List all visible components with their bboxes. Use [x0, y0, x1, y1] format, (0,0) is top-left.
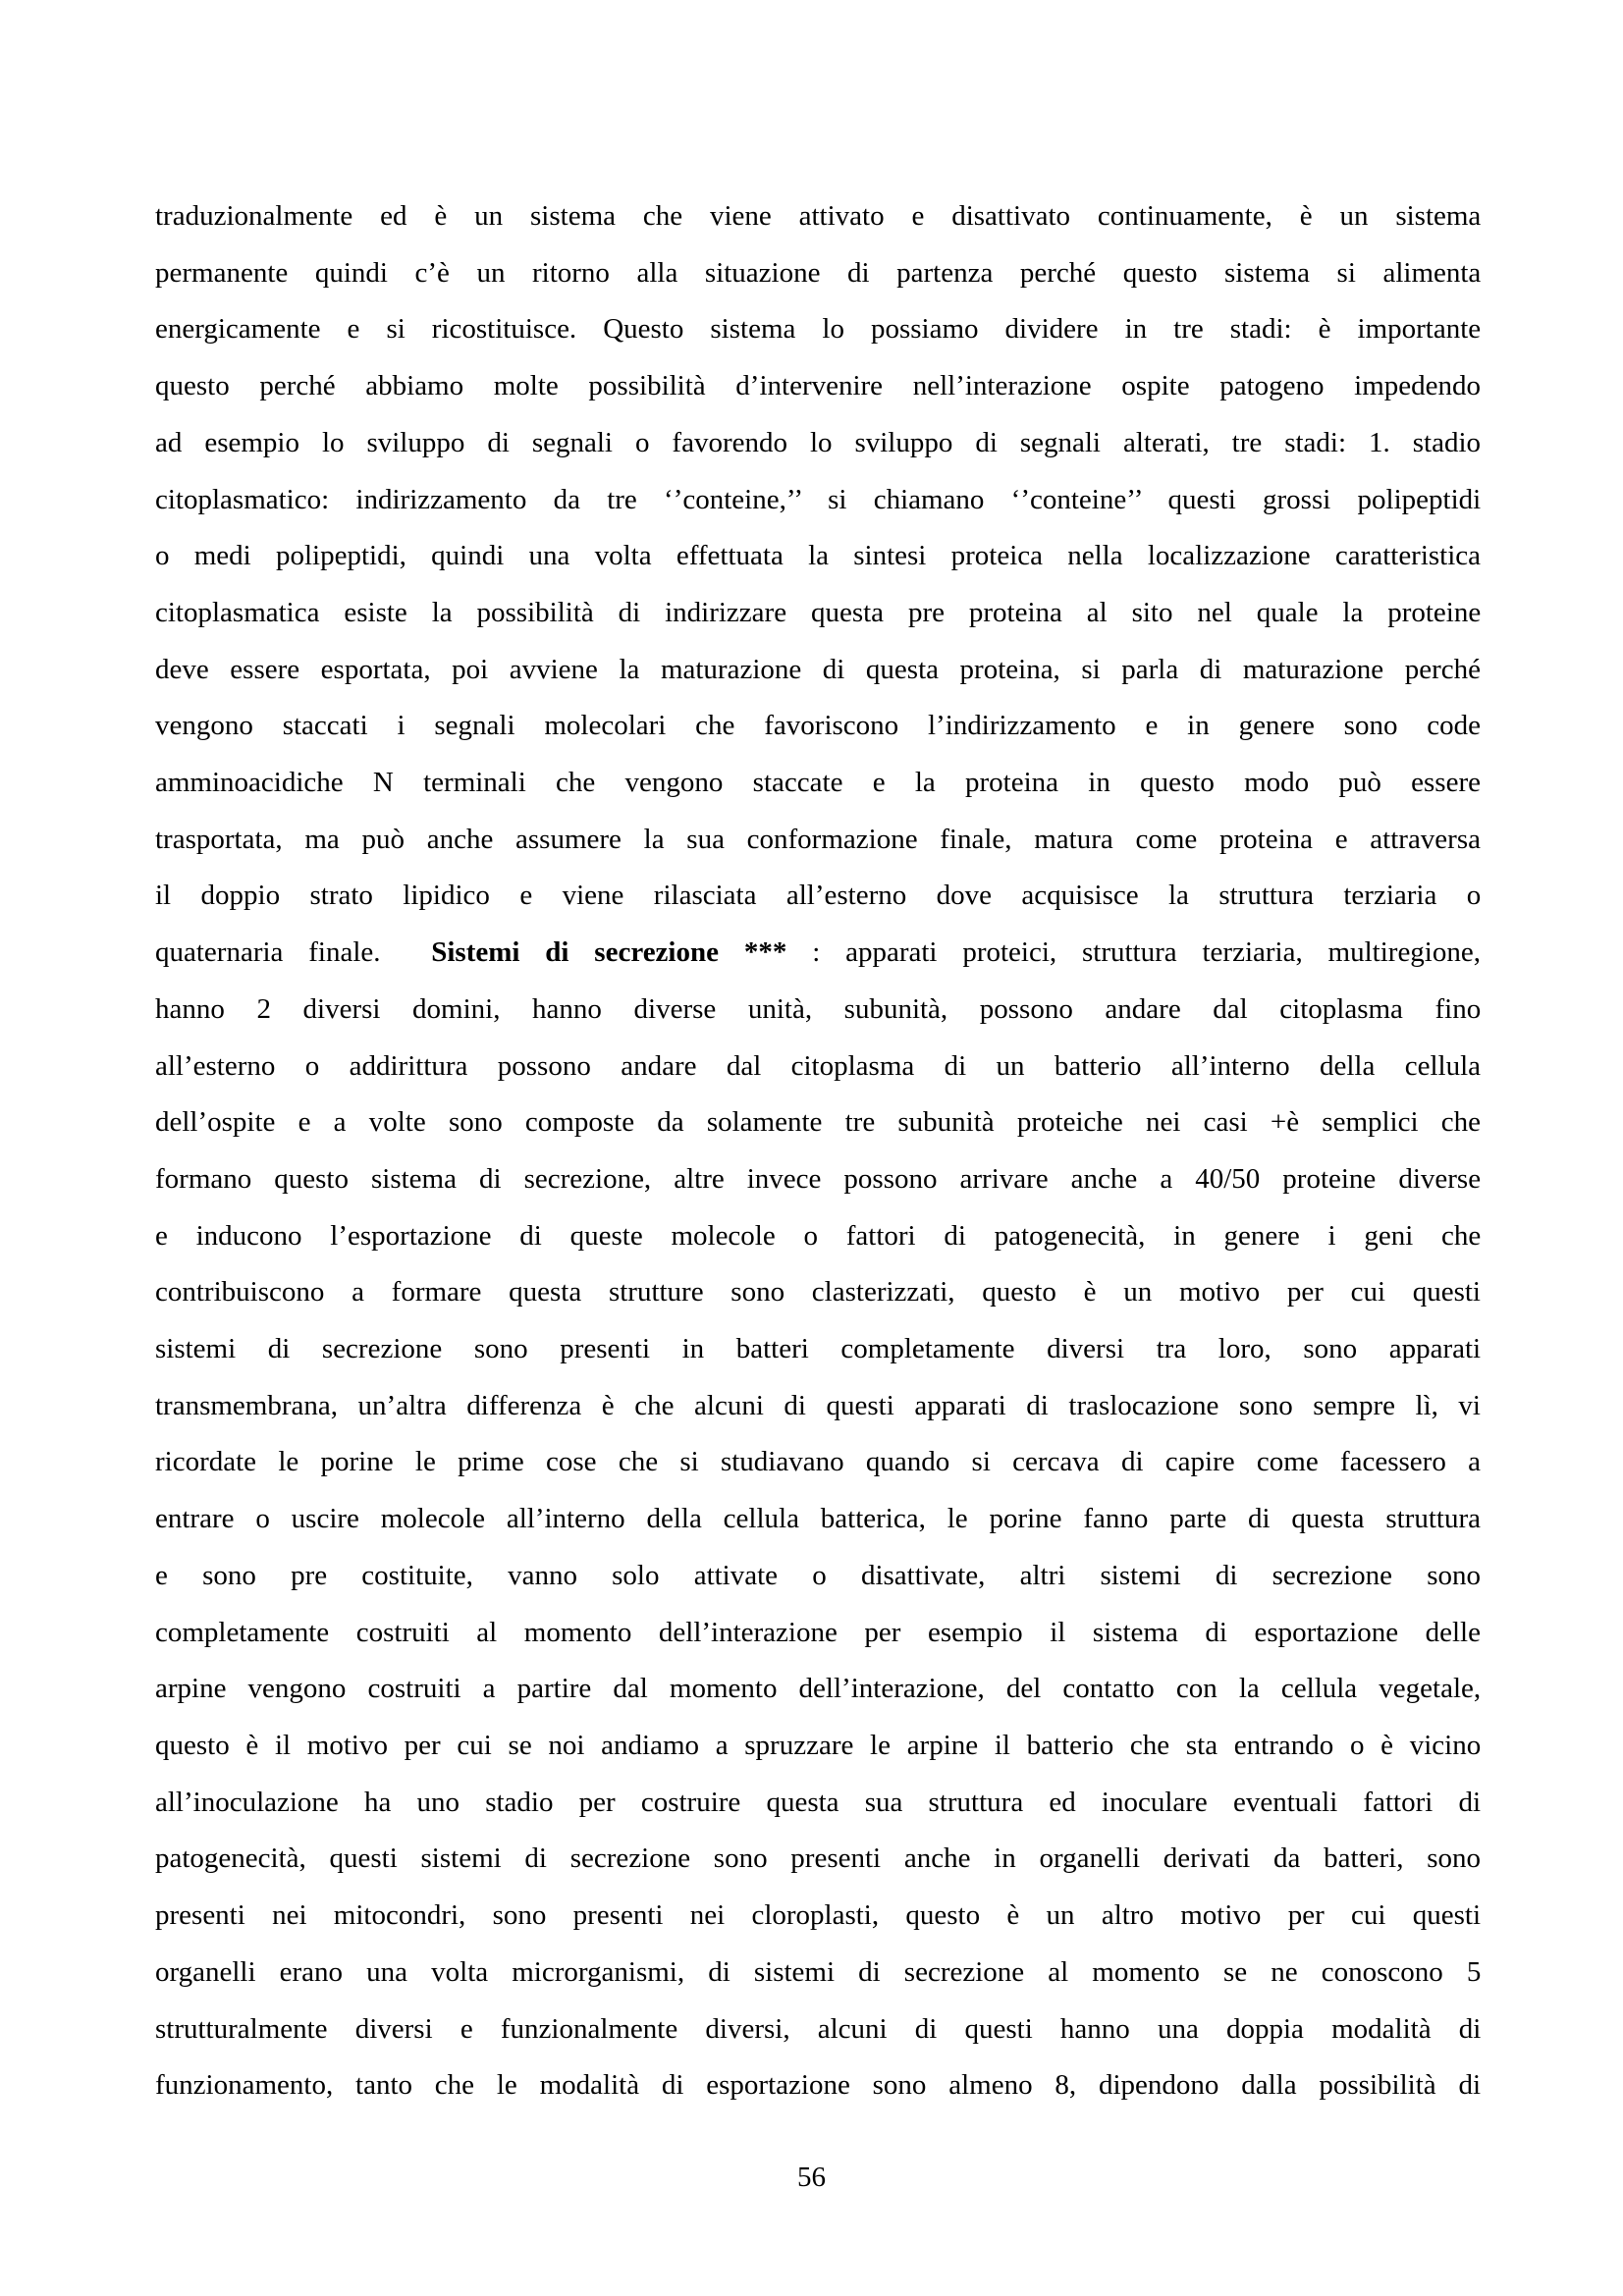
- text-line: il doppio strato lipidico e viene rilasciata all’esterno dove acquisisce la struttura terziaria o: [155, 880, 1482, 912]
- text-line: traduzionalmente ed è un sistema che viene attivato e disattivato continuamente, è un sistema: [155, 200, 1482, 232]
- text-line-with-heading: [155, 925, 1481, 982]
- text-line: trasportata, ma può anche assumere la sua conformazione finale, matura come proteina e attraversa: [155, 823, 1481, 855]
- text-line: entrare o uscire molecole all’interno della cellula batterica, le porine fanno parte di questa struttura: [155, 1503, 1481, 1535]
- body-text: [155, 188, 1481, 2114]
- text-line: e sono pre costituite, vanno solo attivate o disattivate, altri sistemi di secrezione sono: [155, 1559, 1481, 1591]
- text-line: completamente costruiti al momento dell’interazione per esempio il sistema di esportazione delle: [155, 1616, 1481, 1648]
- text-line: questo perché abbiamo molte possibilità d’intervenire nell’interazione ospite patogeno impedendo: [155, 370, 1481, 402]
- text-line: funzionamento, tanto che le modalità di esportazione sono almeno 8, dipendono dalla possibilità di: [155, 2069, 1481, 2102]
- text-segment: : apparati proteici, struttura terziaria, multiregione,: [786, 936, 1481, 969]
- text-line: all’esterno o addirittura possono andare dal citoplasma di un batterio all’interno della cellula: [155, 1049, 1481, 1082]
- text-line: vengono staccati i segnali molecolari che favoriscono l’indirizzamento e in genere sono code: [155, 710, 1482, 742]
- text-line: questo è il motivo per cui se noi andiamo a spruzzare le arpine il batterio che sta entrando o è vicino: [155, 1729, 1482, 1761]
- inline-heading: Sistemi di secrezione ***: [431, 936, 787, 969]
- text-segment: quaternaria finale.: [155, 936, 432, 969]
- text-line: e inducono l’esportazione di queste molecole o fattori di patogenecità, in genere i geni che: [155, 1219, 1482, 1252]
- text-line: sistemi di secrezione sono presenti in batteri completamente diversi tra loro, sono apparati: [155, 1333, 1482, 1365]
- text-line: hanno 2 diversi domini, hanno diverse unità, subunità, possono andare dal citoplasma fino: [155, 992, 1482, 1025]
- page-number: 56: [797, 2162, 826, 2193]
- text-line: transmembrana, un’altra differenza è che alcuni di questi apparati di traslocazione sono sempre lì, vi: [155, 1389, 1481, 1421]
- text-line: formano questo sistema di secrezione, altre invece possono arrivare anche a 40/50 proteine diverse: [155, 1162, 1482, 1195]
- text-line: citoplasmatica esiste la possibilità di indirizzare questa pre proteina al sito nel quale la proteine: [155, 596, 1482, 628]
- text-line: all’inoculazione ha uno stadio per costruire questa sua struttura ed inoculare eventuali fattori di: [155, 1786, 1482, 1818]
- text-line: dell’ospite e a volte sono composte da solamente tre subunità proteiche nei casi +è semplici che: [155, 1106, 1481, 1139]
- text-line: permanente quindi c’è un ritorno alla situazione di partenza perché questo sistema si alimenta: [155, 256, 1482, 289]
- text-line: presenti nei mitocondri, sono presenti nei cloroplasti, questo è un altro motivo per cui questi: [155, 1899, 1481, 1932]
- text-line: organelli erano una volta microrganismi, di sistemi di secrezione al momento se ne conoscono 5: [155, 1955, 1482, 1988]
- text-line: o medi polipeptidi, quindi una volta effettuata la sintesi proteica nella localizzazione caratteristica: [155, 540, 1482, 572]
- text-line: patogenecità, questi sistemi di secrezione sono presenti anche in organelli derivati da batteri, sono: [155, 1842, 1481, 1875]
- text-line: ricordate le porine le prime cose che si studiavano quando si cercava di capire come facessero a: [155, 1446, 1481, 1478]
- text-line: citoplasmatico: indirizzamento da tre ‘’conteine,’’ si chiamano ‘’conteine’’ questi grossi polipeptidi: [155, 483, 1482, 515]
- text-line: deve essere esportata, poi avviene la maturazione di questa proteina, si parla di maturazione perché: [155, 653, 1481, 685]
- text-line: ad esempio lo sviluppo di segnali o favorendo lo sviluppo di segnali alterati, tre stadi: 1. stadio: [155, 426, 1481, 458]
- text-line: energicamente e si ricostituisce. Questo sistema lo possiamo dividere in tre stadi: è importante: [155, 313, 1482, 346]
- text-line: contribuiscono a formare questa strutture sono clasterizzati, questo è un motivo per cui questi: [155, 1276, 1481, 1308]
- text-line: strutturalmente diversi e funzionalmente diversi, alcuni di questi hanno una doppia modalità di: [155, 2012, 1482, 2045]
- text-line: amminoacidiche N terminali che vengono staccate e la proteina in questo modo può essere: [155, 767, 1481, 799]
- text-line: arpine vengono costruiti a partire dal momento dell’interazione, del contatto con la cellula vegetale,: [155, 1673, 1482, 1705]
